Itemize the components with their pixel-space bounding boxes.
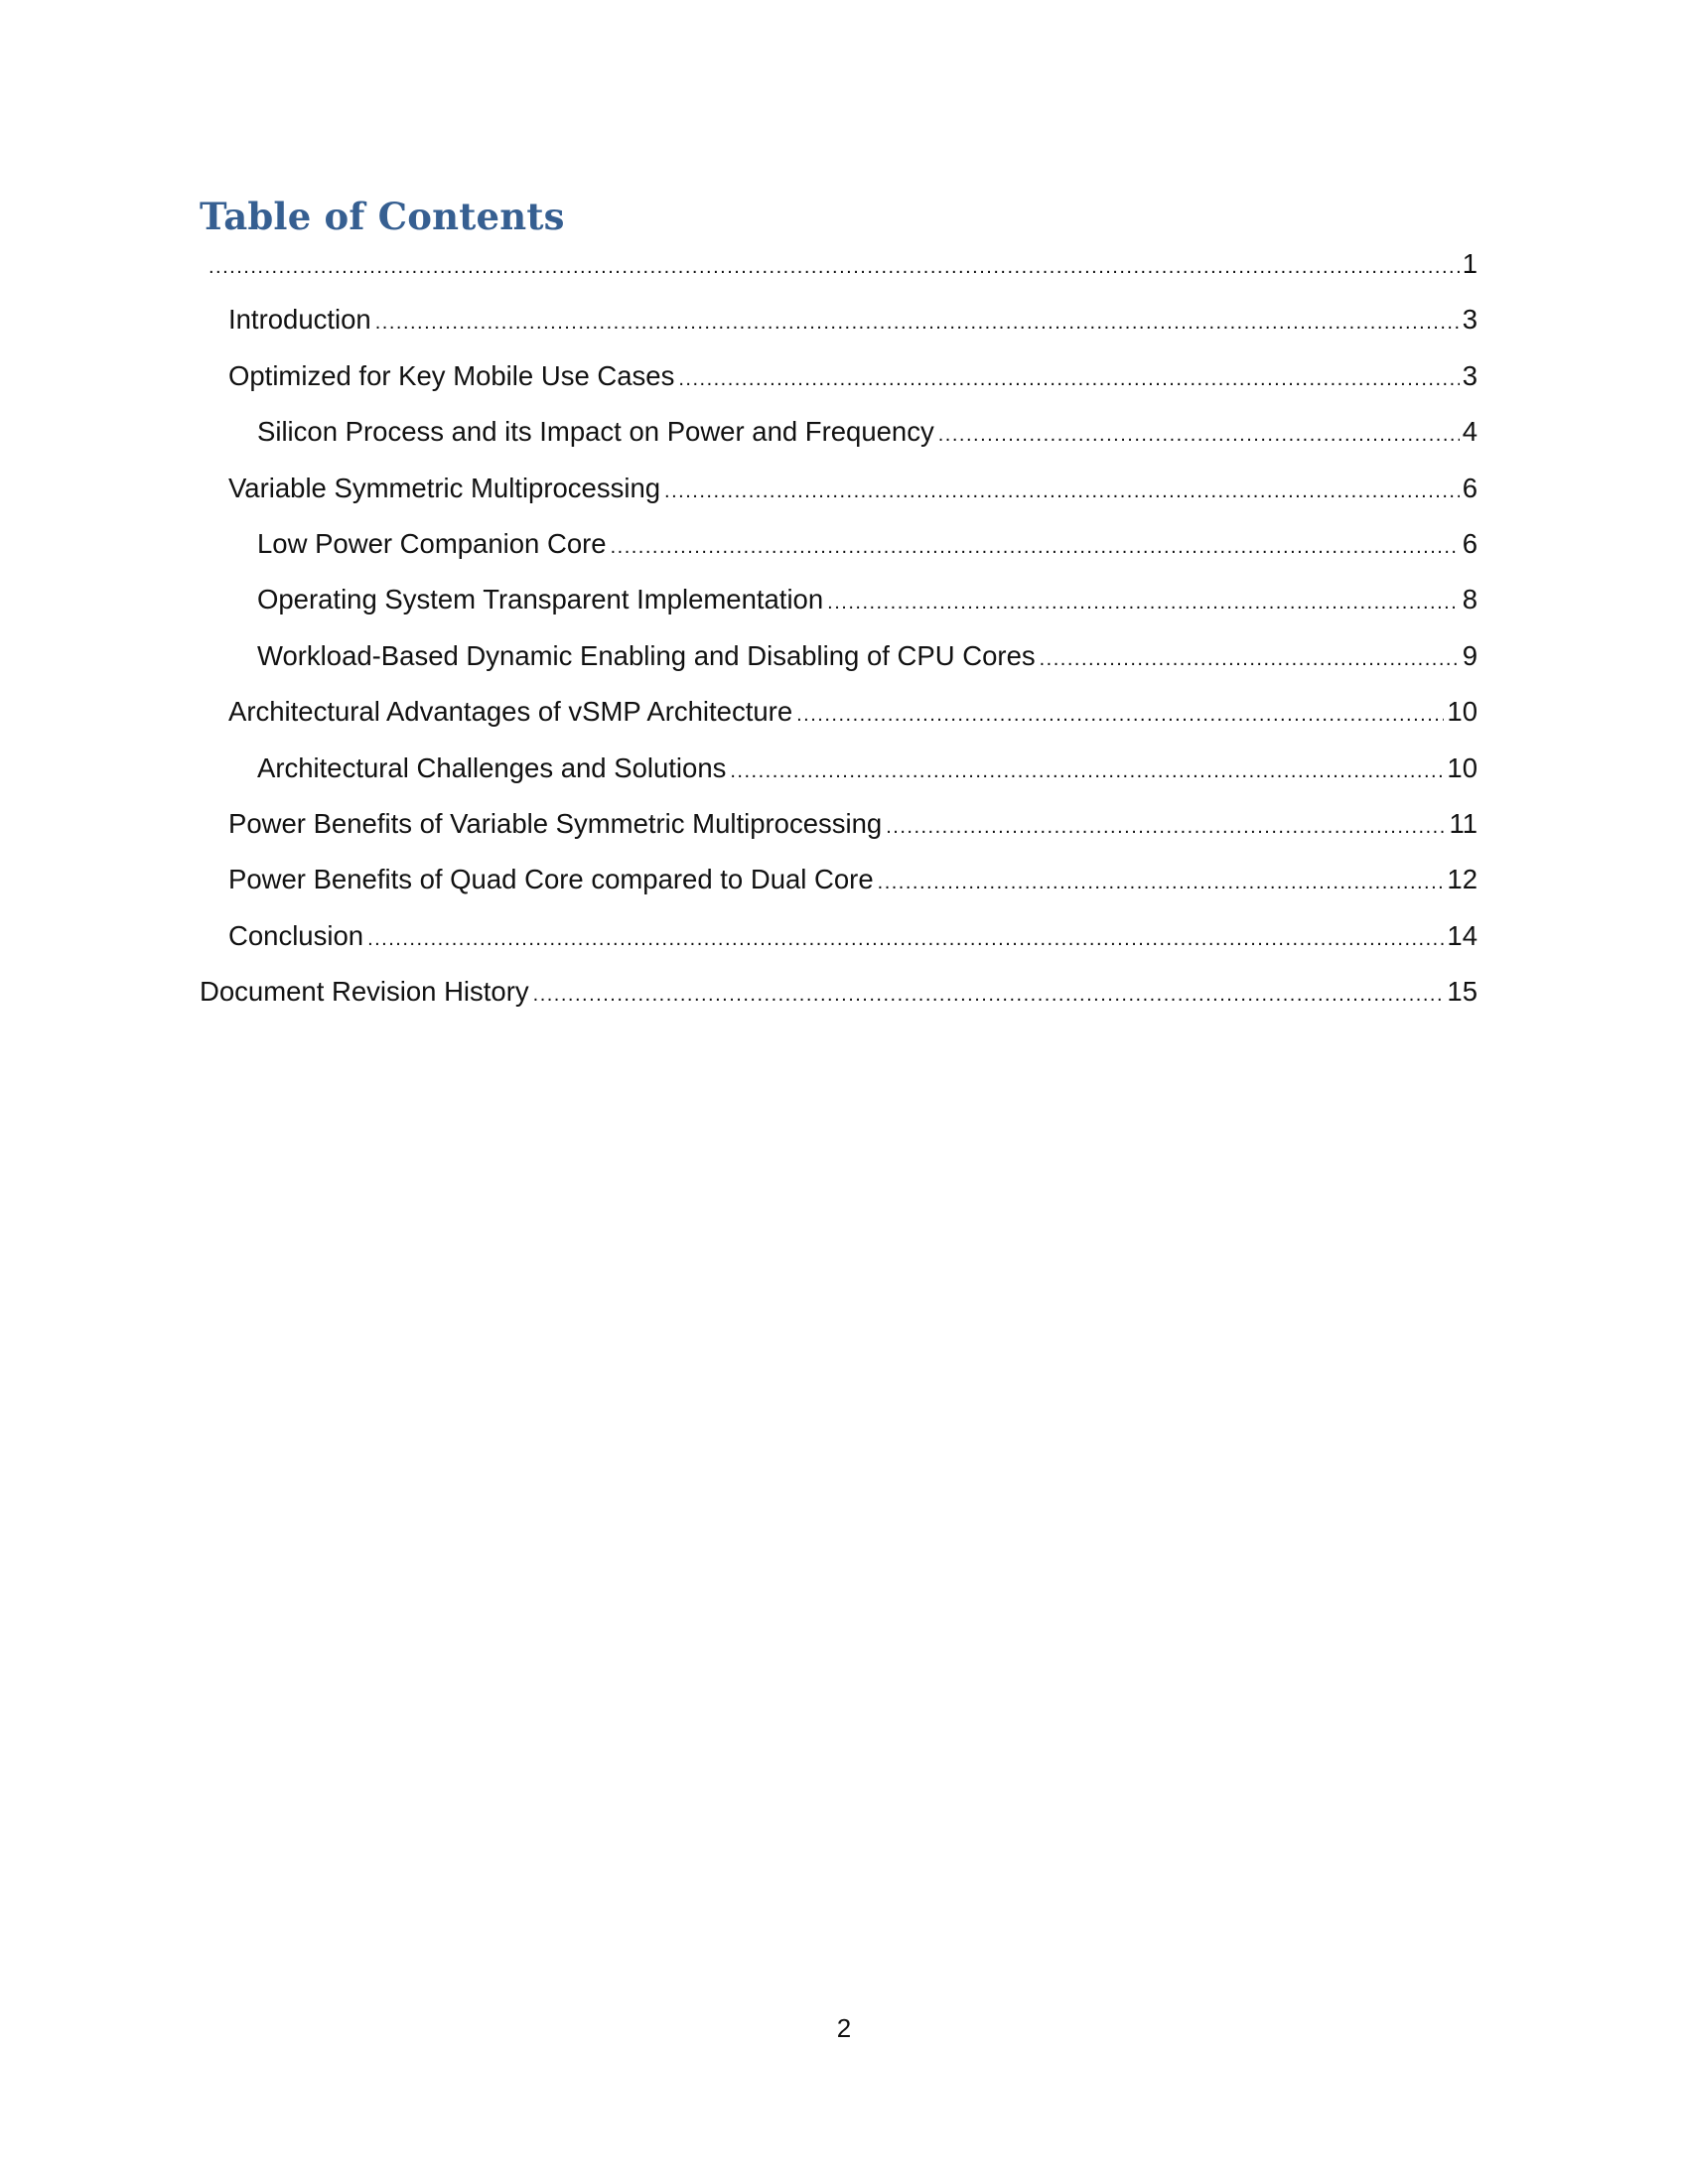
toc-entry-page: 9 bbox=[1462, 639, 1477, 671]
toc-entry[interactable] bbox=[228, 920, 1477, 960]
page-number: 2 bbox=[836, 2013, 852, 2043]
toc-entry-page: 10 bbox=[1447, 696, 1477, 728]
toc-entry-title: Optimized for Key Mobile Use Cases bbox=[228, 359, 675, 391]
toc-entry-page: 4 bbox=[1462, 416, 1477, 448]
toc-dot-leader bbox=[878, 872, 1445, 894]
toc-entry-title: Conclusion bbox=[228, 919, 364, 951]
toc-dot-leader bbox=[730, 760, 1444, 783]
toc-entry-page: 6 bbox=[1462, 472, 1477, 503]
toc-entry-title: Low Power Companion Core bbox=[257, 528, 607, 559]
toc-dot-leader bbox=[533, 984, 1445, 1007]
toc-entry[interactable] bbox=[228, 696, 1477, 736]
toc-dot-leader bbox=[367, 928, 1444, 951]
toc-dot-leader bbox=[938, 424, 1460, 447]
toc-dot-leader bbox=[886, 816, 1446, 839]
toc-entry[interactable] bbox=[228, 360, 1477, 400]
toc-entry[interactable] bbox=[228, 304, 1477, 343]
toc-entry-title: Operating System Transparent Implementation bbox=[257, 584, 824, 615]
toc-entry[interactable] bbox=[257, 752, 1477, 792]
toc-dot-leader bbox=[827, 592, 1460, 614]
toc-entry-title: Architectural Challenges and Solutions bbox=[257, 751, 727, 783]
toc-entry-title: Architectural Advantages of vSMP Architecture bbox=[228, 696, 793, 728]
toc-entry-title: Document Revision History bbox=[200, 976, 529, 1008]
toc-entry-page: 6 bbox=[1462, 528, 1477, 559]
toc-entry-title: Silicon Process and its Impact on Power and Frequency bbox=[257, 416, 934, 448]
toc-entry-title: Workload-Based Dynamic Enabling and Disabling of CPU Cores bbox=[257, 639, 1036, 671]
toc-entry[interactable] bbox=[205, 248, 1477, 288]
toc-dot-leader bbox=[678, 368, 1459, 391]
toc-dot-leader bbox=[1040, 648, 1460, 671]
toc-entry-page: 10 bbox=[1447, 751, 1477, 783]
toc-entry[interactable] bbox=[228, 473, 1477, 512]
toc-entry-page: 3 bbox=[1462, 359, 1477, 391]
toc-dot-leader bbox=[209, 256, 1460, 279]
toc-entry[interactable] bbox=[257, 584, 1477, 623]
toc-entry-page: 11 bbox=[1449, 808, 1477, 839]
toc-entry[interactable] bbox=[257, 416, 1477, 456]
toc-entry[interactable] bbox=[228, 864, 1477, 903]
toc-dot-leader bbox=[375, 312, 1460, 335]
toc-entry-title: Power Benefits of Quad Core compared to Dual Core bbox=[228, 864, 874, 895]
toc-entry-title: Introduction bbox=[228, 304, 371, 336]
toc-entry-page: 8 bbox=[1462, 584, 1477, 615]
toc-entry-page: 3 bbox=[1462, 304, 1477, 336]
toc-entry-page: 12 bbox=[1447, 864, 1477, 895]
toc-entry-title: Variable Symmetric Multiprocessing bbox=[228, 472, 661, 503]
toc-dot-leader bbox=[611, 536, 1460, 559]
toc-dot-leader bbox=[664, 480, 1460, 503]
toc-entry[interactable] bbox=[257, 640, 1477, 680]
toc-entry[interactable] bbox=[257, 528, 1477, 568]
toc-entry-page: 15 bbox=[1447, 976, 1477, 1008]
toc-entry-page: 14 bbox=[1447, 919, 1477, 951]
toc-entry[interactable] bbox=[228, 808, 1477, 848]
toc-dot-leader bbox=[796, 704, 1444, 727]
toc-entry-page: 1 bbox=[1462, 248, 1477, 279]
toc-entry[interactable] bbox=[200, 976, 1477, 1016]
toc-title: Table of Contents bbox=[200, 195, 565, 238]
toc-entry-title: Power Benefits of Variable Symmetric Multiprocessing bbox=[228, 808, 883, 839]
